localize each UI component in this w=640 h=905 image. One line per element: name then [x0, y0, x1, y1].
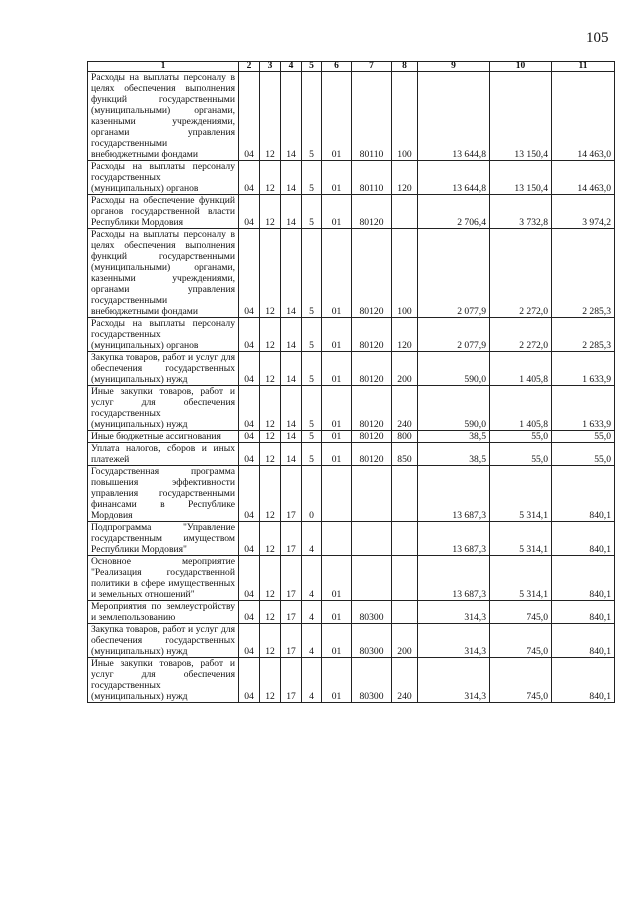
- amount-year-1-cell: 13 644,8: [418, 161, 490, 195]
- subprogram-code-cell: 5: [302, 352, 322, 386]
- amount-year-1-cell: 314,3: [418, 601, 490, 624]
- expense-type-cell: [392, 556, 418, 601]
- subprogram-code-cell: 5: [302, 195, 322, 229]
- program-code-cell: 17: [281, 466, 302, 522]
- amount-year-2-cell: 3 732,8: [490, 195, 552, 229]
- direction-code-cell: [352, 466, 392, 522]
- subprogram-code-cell: 4: [302, 624, 322, 658]
- program-code-cell: 14: [281, 386, 302, 431]
- amount-year-3-cell: 1 633,9: [552, 352, 615, 386]
- description-cell: Государственная программа повышения эффективности управления государственными финансами в Республике Мордовия: [88, 466, 239, 522]
- direction-code-cell: 80120: [352, 229, 392, 318]
- subprogram-code-cell: 4: [302, 522, 322, 556]
- direction-code-cell: 80120: [352, 195, 392, 229]
- direction-code-cell: 80120: [352, 443, 392, 466]
- program-code-cell: 14: [281, 195, 302, 229]
- page-number: 105: [586, 30, 609, 46]
- direction-code-cell: 80300: [352, 601, 392, 624]
- section-code-cell: 04: [239, 443, 260, 466]
- description-cell: Расходы на обеспечение функций органов государственной власти Республики Мордовия: [88, 195, 239, 229]
- direction-code-cell: 80110: [352, 72, 392, 161]
- subsection-code-cell: 12: [260, 658, 281, 703]
- subsection-code-cell: 12: [260, 522, 281, 556]
- column-header: 3: [260, 62, 281, 72]
- amount-year-1-cell: 13 687,3: [418, 466, 490, 522]
- description-cell: Уплата налогов, сборов и иных платежей: [88, 443, 239, 466]
- amount-year-3-cell: 840,1: [552, 658, 615, 703]
- amount-year-3-cell: 3 974,2: [552, 195, 615, 229]
- program-code-cell: 17: [281, 658, 302, 703]
- column-header: 2: [239, 62, 260, 72]
- amount-year-1-cell: 38,5: [418, 431, 490, 443]
- expense-type-cell: 850: [392, 443, 418, 466]
- amount-year-1-cell: 590,0: [418, 386, 490, 431]
- event-code-cell: 01: [322, 72, 352, 161]
- section-code-cell: 04: [239, 624, 260, 658]
- expense-type-cell: 240: [392, 386, 418, 431]
- description-cell: Иные закупки товаров, работ и услуг для обеспечения государственных (муниципальных) нужд: [88, 386, 239, 431]
- subprogram-code-cell: 0: [302, 466, 322, 522]
- subsection-code-cell: 12: [260, 466, 281, 522]
- amount-year-1-cell: 2 077,9: [418, 229, 490, 318]
- table-body: [88, 72, 615, 703]
- expense-type-cell: 100: [392, 72, 418, 161]
- description-cell: Основное мероприятие "Реализация государственной политики в сфере имущественных и земельных отношений": [88, 556, 239, 601]
- expense-type-cell: 240: [392, 658, 418, 703]
- table-row: [88, 72, 615, 161]
- description-cell: Расходы на выплаты персоналу государственных (муниципальных) органов: [88, 318, 239, 352]
- subsection-code-cell: 12: [260, 318, 281, 352]
- subsection-code-cell: 12: [260, 624, 281, 658]
- subsection-code-cell: 12: [260, 601, 281, 624]
- program-code-cell: 17: [281, 556, 302, 601]
- section-code-cell: 04: [239, 658, 260, 703]
- subprogram-code-cell: 4: [302, 556, 322, 601]
- amount-year-2-cell: 55,0: [490, 443, 552, 466]
- subprogram-code-cell: 5: [302, 386, 322, 431]
- section-code-cell: 04: [239, 601, 260, 624]
- description-cell: Расходы на выплаты персоналу государственных (муниципальных) органов: [88, 161, 239, 195]
- amount-year-1-cell: 314,3: [418, 624, 490, 658]
- program-code-cell: 14: [281, 229, 302, 318]
- amount-year-2-cell: 745,0: [490, 601, 552, 624]
- description-cell: Расходы на выплаты персоналу в целях обеспечения выполнения функций государственными (муниципальными) органами, казенными учреждениями, органами управления государственными внебюджетными фондами: [88, 229, 239, 318]
- program-code-cell: 14: [281, 352, 302, 386]
- amount-year-2-cell: 745,0: [490, 658, 552, 703]
- expense-type-cell: 120: [392, 161, 418, 195]
- table-row: [88, 624, 615, 658]
- amount-year-2-cell: 1 405,8: [490, 386, 552, 431]
- subsection-code-cell: 12: [260, 443, 281, 466]
- amount-year-3-cell: 840,1: [552, 466, 615, 522]
- amount-year-1-cell: 590,0: [418, 352, 490, 386]
- event-code-cell: 01: [322, 229, 352, 318]
- subprogram-code-cell: 5: [302, 431, 322, 443]
- expense-type-cell: [392, 522, 418, 556]
- program-code-cell: 14: [281, 318, 302, 352]
- section-code-cell: 04: [239, 556, 260, 601]
- program-code-cell: 14: [281, 72, 302, 161]
- column-header: 10: [490, 62, 552, 72]
- description-cell: Подпрограмма "Управление государственным имуществом Республики Мордовия": [88, 522, 239, 556]
- amount-year-1-cell: 314,3: [418, 658, 490, 703]
- subsection-code-cell: 12: [260, 195, 281, 229]
- column-header: 1: [88, 62, 239, 72]
- amount-year-2-cell: 13 150,4: [490, 72, 552, 161]
- expense-type-cell: [392, 601, 418, 624]
- program-code-cell: 17: [281, 624, 302, 658]
- amount-year-2-cell: 13 150,4: [490, 161, 552, 195]
- section-code-cell: 04: [239, 229, 260, 318]
- table-row: [88, 195, 615, 229]
- expense-type-cell: 120: [392, 318, 418, 352]
- column-header: 11: [552, 62, 615, 72]
- amount-year-3-cell: 14 463,0: [552, 161, 615, 195]
- column-header: 7: [352, 62, 392, 72]
- amount-year-2-cell: 745,0: [490, 624, 552, 658]
- event-code-cell: 01: [322, 318, 352, 352]
- expense-type-cell: 200: [392, 352, 418, 386]
- description-cell: Закупка товаров, работ и услуг для обеспечения государственных (муниципальных) нужд: [88, 624, 239, 658]
- column-header: 4: [281, 62, 302, 72]
- direction-code-cell: 80120: [352, 386, 392, 431]
- section-code-cell: 04: [239, 386, 260, 431]
- event-code-cell: 01: [322, 386, 352, 431]
- event-code-cell: [322, 522, 352, 556]
- program-code-cell: 14: [281, 431, 302, 443]
- table-row: [88, 601, 615, 624]
- description-cell: Иные бюджетные ассигнования: [88, 431, 239, 443]
- amount-year-2-cell: 5 314,1: [490, 522, 552, 556]
- program-code-cell: 17: [281, 522, 302, 556]
- column-header: 6: [322, 62, 352, 72]
- amount-year-3-cell: 840,1: [552, 556, 615, 601]
- description-cell: Расходы на выплаты персоналу в целях обеспечения выполнения функций государственными (муниципальными) органами, казенными учреждениями, органами управления государственными внебюджетными фондами: [88, 72, 239, 161]
- direction-code-cell: [352, 522, 392, 556]
- section-code-cell: 04: [239, 352, 260, 386]
- table-header-row: [88, 62, 615, 72]
- subsection-code-cell: 12: [260, 161, 281, 195]
- subprogram-code-cell: 5: [302, 161, 322, 195]
- description-cell: Иные закупки товаров, работ и услуг для обеспечения государственных (муниципальных) нужд: [88, 658, 239, 703]
- column-header: 8: [392, 62, 418, 72]
- amount-year-1-cell: 13 644,8: [418, 72, 490, 161]
- event-code-cell: 01: [322, 443, 352, 466]
- description-cell: Мероприятия по землеустройству и землепользованию: [88, 601, 239, 624]
- table-row: [88, 466, 615, 522]
- amount-year-3-cell: 1 633,9: [552, 386, 615, 431]
- section-code-cell: 04: [239, 431, 260, 443]
- subsection-code-cell: 12: [260, 556, 281, 601]
- expense-type-cell: [392, 466, 418, 522]
- section-code-cell: 04: [239, 161, 260, 195]
- amount-year-2-cell: 55,0: [490, 431, 552, 443]
- program-code-cell: 14: [281, 161, 302, 195]
- direction-code-cell: 80110: [352, 161, 392, 195]
- amount-year-2-cell: 1 405,8: [490, 352, 552, 386]
- section-code-cell: 04: [239, 195, 260, 229]
- amount-year-3-cell: 2 285,3: [552, 318, 615, 352]
- amount-year-2-cell: 5 314,1: [490, 556, 552, 601]
- amount-year-2-cell: 5 314,1: [490, 466, 552, 522]
- amount-year-1-cell: 13 687,3: [418, 556, 490, 601]
- subprogram-code-cell: 5: [302, 443, 322, 466]
- expense-type-cell: 200: [392, 624, 418, 658]
- table-row: [88, 161, 615, 195]
- expense-type-cell: [392, 195, 418, 229]
- program-code-cell: 14: [281, 443, 302, 466]
- direction-code-cell: [352, 556, 392, 601]
- table-row: [88, 431, 615, 443]
- amount-year-3-cell: 14 463,0: [552, 72, 615, 161]
- event-code-cell: 01: [322, 658, 352, 703]
- section-code-cell: 04: [239, 466, 260, 522]
- table-row: [88, 318, 615, 352]
- direction-code-cell: 80300: [352, 658, 392, 703]
- amount-year-3-cell: 840,1: [552, 601, 615, 624]
- amount-year-3-cell: 840,1: [552, 624, 615, 658]
- direction-code-cell: 80120: [352, 318, 392, 352]
- program-code-cell: 17: [281, 601, 302, 624]
- amount-year-1-cell: 13 687,3: [418, 522, 490, 556]
- table-row: [88, 386, 615, 431]
- event-code-cell: 01: [322, 431, 352, 443]
- section-code-cell: 04: [239, 522, 260, 556]
- section-code-cell: 04: [239, 72, 260, 161]
- subsection-code-cell: 12: [260, 72, 281, 161]
- amount-year-1-cell: 2 706,4: [418, 195, 490, 229]
- subprogram-code-cell: 5: [302, 72, 322, 161]
- budget-table: [87, 61, 615, 703]
- subsection-code-cell: 12: [260, 229, 281, 318]
- event-code-cell: 01: [322, 195, 352, 229]
- direction-code-cell: 80300: [352, 624, 392, 658]
- direction-code-cell: 80120: [352, 352, 392, 386]
- event-code-cell: 01: [322, 601, 352, 624]
- column-header: 5: [302, 62, 322, 72]
- subprogram-code-cell: 5: [302, 229, 322, 318]
- event-code-cell: 01: [322, 352, 352, 386]
- table-row: [88, 556, 615, 601]
- expense-type-cell: 100: [392, 229, 418, 318]
- subprogram-code-cell: 4: [302, 658, 322, 703]
- subsection-code-cell: 12: [260, 352, 281, 386]
- event-code-cell: 01: [322, 161, 352, 195]
- event-code-cell: 01: [322, 556, 352, 601]
- amount-year-2-cell: 2 272,0: [490, 229, 552, 318]
- table-row: [88, 443, 615, 466]
- section-code-cell: 04: [239, 318, 260, 352]
- amount-year-3-cell: 840,1: [552, 522, 615, 556]
- subsection-code-cell: 12: [260, 431, 281, 443]
- amount-year-1-cell: 2 077,9: [418, 318, 490, 352]
- amount-year-1-cell: 38,5: [418, 443, 490, 466]
- subprogram-code-cell: 5: [302, 318, 322, 352]
- direction-code-cell: 80120: [352, 431, 392, 443]
- table-row: [88, 522, 615, 556]
- amount-year-3-cell: 55,0: [552, 431, 615, 443]
- amount-year-3-cell: 2 285,3: [552, 229, 615, 318]
- table-row: [88, 229, 615, 318]
- subprogram-code-cell: 4: [302, 601, 322, 624]
- subsection-code-cell: 12: [260, 386, 281, 431]
- description-cell: Закупка товаров, работ и услуг для обеспечения государственных (муниципальных) нужд: [88, 352, 239, 386]
- table-row: [88, 352, 615, 386]
- expense-type-cell: 800: [392, 431, 418, 443]
- event-code-cell: 01: [322, 624, 352, 658]
- event-code-cell: [322, 466, 352, 522]
- amount-year-2-cell: 2 272,0: [490, 318, 552, 352]
- column-header: 9: [418, 62, 490, 72]
- amount-year-3-cell: 55,0: [552, 443, 615, 466]
- table-row: [88, 658, 615, 703]
